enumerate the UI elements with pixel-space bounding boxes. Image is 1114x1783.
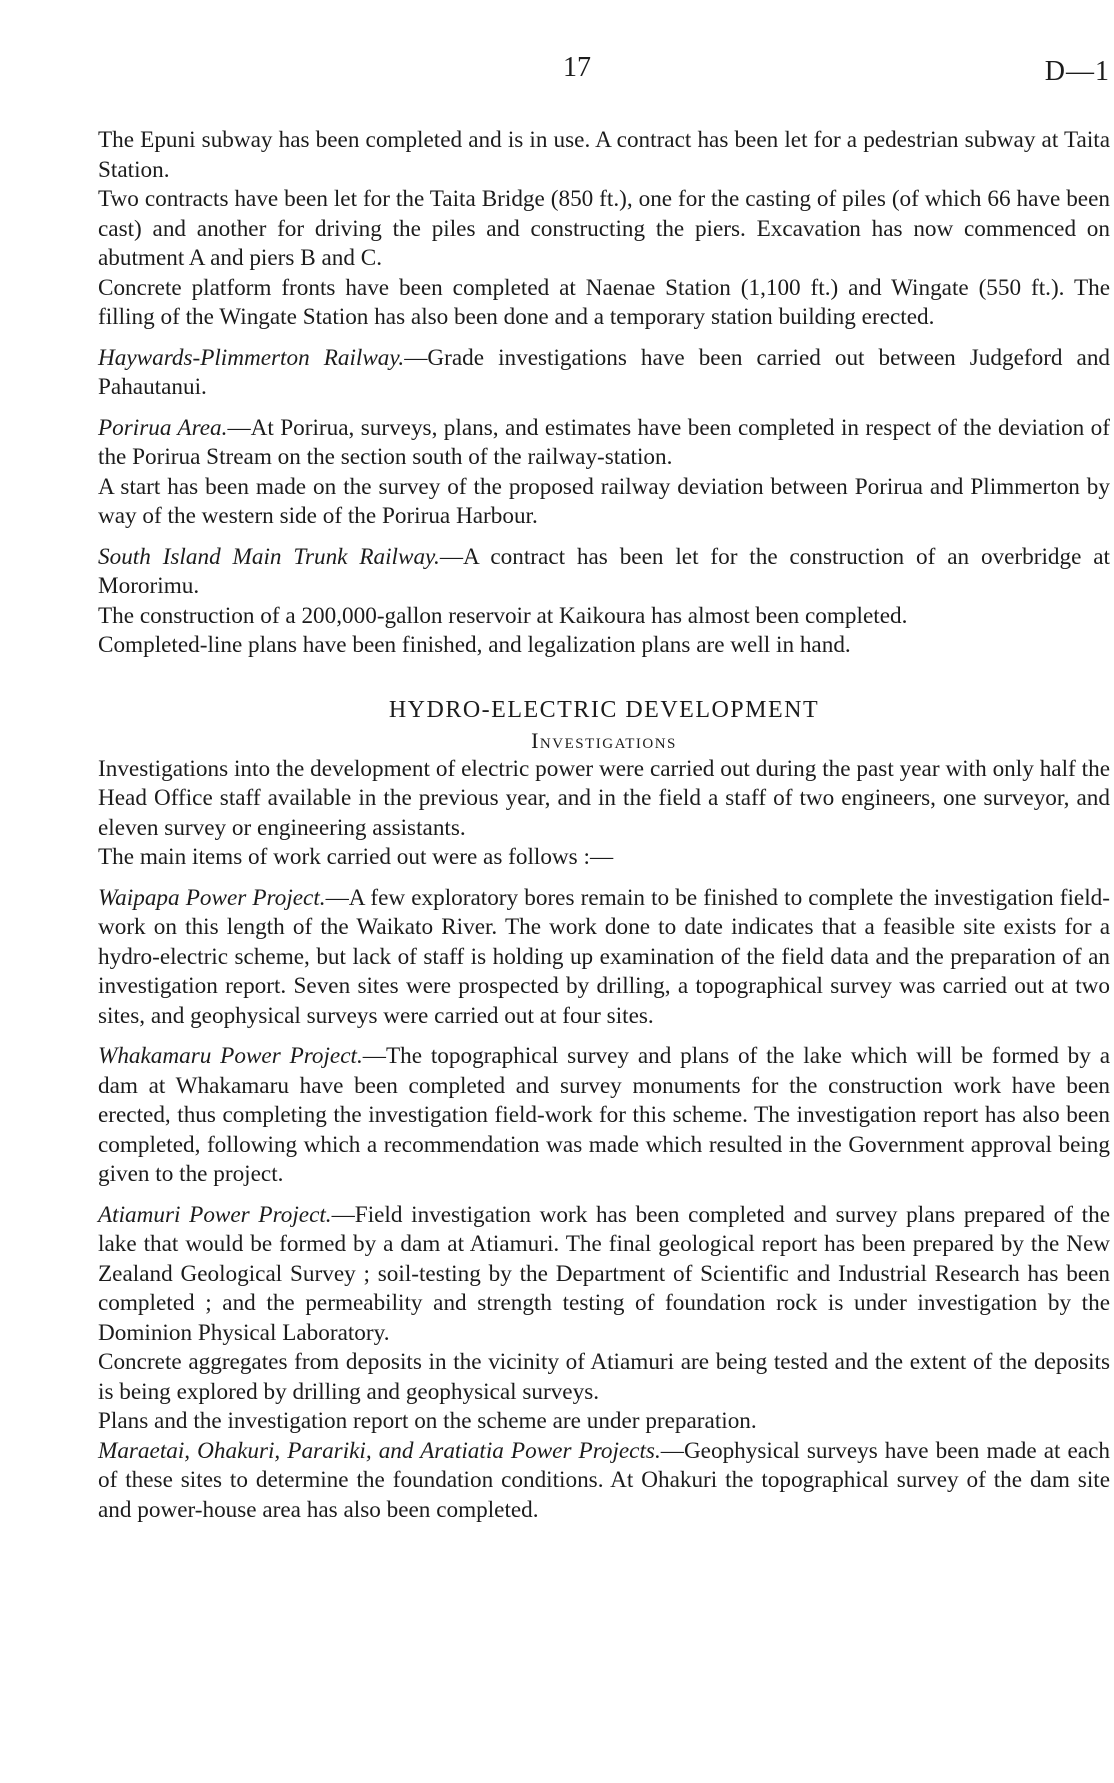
- paragraph-text: —The topographical survey and plans of the lake which will be formed by a dam at Whakamaru have been completed and survey monuments for the construction work have been erected, thus completing the investigation field-work for this scheme. The investigation report has also been completed, following which a recommendation was made which resulted in the Government approval being given to the project.: [98, 1043, 1110, 1187]
- paragraph-text: —A contract has been let for the construction of an overbridge at Mororimu.: [98, 543, 1110, 599]
- paragraph-main-items: [98, 843, 1110, 873]
- paragraph-lead: Porirua Area.: [98, 414, 228, 441]
- paragraph-text: Concrete aggregates from deposits in the vicinity of Atiamuri are being tested and the extent of the deposits is being explored by drilling and geophysical surveys.: [98, 1349, 1110, 1405]
- paragraph-lead: Waipapa Power Project.: [98, 884, 326, 911]
- paragraph-text: —Field investigation work has been completed and survey plans prepared of the lake that would be formed by a dam at Atiamuri. The final geological report has been prepared by the New Zealand Geological Survey ; soil-testing by the Department of Scientific and Industrial Research has been completed ; and the permeability and strength testing of foundation rock is under investigation by the Dominion Physical Laboratory.: [98, 1201, 1110, 1346]
- paragraph-epuni-subway: [98, 126, 1110, 185]
- paragraph-text: Concrete platform fronts have been completed at Naenae Station (1,100 ft.) and Wingate (550 ft.). The filling of the Wingate Station has also been done and a temporary station building erected.: [98, 274, 1110, 330]
- paragraph-text: —Grade investigations have been carried out between Judgeford and Pahautanui.: [98, 344, 1111, 400]
- paragraph-text: A start has been made on the survey of the proposed railway deviation between Porirua and Plimmerton by way of the western side of the Porirua Harbour.: [98, 473, 1110, 529]
- paragraph-porirua-deviation: [98, 473, 1110, 532]
- paragraph-completed-line-plans: [98, 631, 1110, 661]
- paragraph-maraetai-ohakuri: [98, 1437, 1110, 1526]
- paragraph-kaikoura-reservoir: [98, 602, 1110, 632]
- paragraph-text: Investigations into the development of electric power were carried out during the past year with only half the Head Office staff available in the previous year, and in the field a staff of two engineers, one surveyor, and eleven survey or engineering assistants.: [98, 755, 1110, 841]
- paragraph-porirua-area: [98, 414, 1110, 473]
- paragraph-text: The main items of work carried out were as follows :—: [98, 844, 614, 870]
- page-header: [98, 52, 1110, 92]
- paragraph-lead: Atiamuri Power Project.: [98, 1201, 332, 1228]
- paragraph-plans-report: [98, 1407, 1110, 1437]
- paragraph-text: Two contracts have been let for the Taita Bridge (850 ft.), one for the casting of piles (of which 66 have been cast) and another for driving the piles and constructing the piers. Excavation has now commenced on abutment A and piers B and C.: [98, 186, 1110, 271]
- paragraph-waipapa: [98, 884, 1110, 1032]
- paragraph-haywards-plimmerton: [98, 344, 1110, 403]
- paragraph-text: Plans and the investigation report on the scheme are under preparation.: [98, 1408, 757, 1434]
- paragraph-investigations-intro: [98, 755, 1110, 844]
- paragraph-lead: Whakamaru Power Project.: [98, 1043, 363, 1069]
- paragraph-concrete-aggregates: [98, 1348, 1110, 1407]
- paragraph-south-island-main-trunk: [98, 543, 1110, 602]
- paragraph-lead: Maraetai, Ohakuri, Parariki, and Aratiatia Power Projects.: [98, 1437, 661, 1464]
- paragraph-text: —A few exploratory bores remain to be finished to complete the investigation field-work on this length of the Waikato River. The work done to date indicates that a feasible site exists for a hydro-electric scheme, but lack of staff is holding up examination of the field data and the preparation of an investigation report. Seven sites were prospected by drilling, a topographical survey was carried out at two sites, and geophysical surveys were carried out at four sites.: [98, 884, 1110, 1029]
- paragraph-text: The Epuni subway has been completed and is in use. A contract has been let for a pedestrian subway at Taita Station.: [98, 127, 1110, 183]
- paragraph-lead: Haywards-Plimmerton Railway.: [98, 344, 405, 371]
- paragraph-lead: South Island Main Trunk Railway.: [98, 543, 440, 570]
- document-reference: D—1: [1044, 56, 1110, 87]
- page-number: 17: [563, 52, 591, 83]
- paragraph-whakamaru: [98, 1042, 1110, 1190]
- paragraph-text: The construction of a 200,000-gallon reservoir at Kaikoura has almost been completed.: [98, 602, 908, 629]
- section-heading: HYDRO-ELECTRIC DEVELOPMENT: [388, 696, 820, 723]
- section-subheading: Investigations: [531, 727, 677, 753]
- body-text: [98, 126, 1110, 1525]
- paragraph-text: —Geophysical surveys have been made at each of these sites to determine the foundation conditions. At Ohakuri the topographical survey of the dam site and power-house area has also been completed.: [98, 1437, 1110, 1523]
- paragraph-taita-bridge: [98, 185, 1110, 274]
- paragraph-platform-fronts: [98, 274, 1110, 333]
- paragraph-text: Completed-line plans have been finished, and legalization plans are well in hand.: [98, 632, 851, 658]
- paragraph-atiamuri: [98, 1201, 1110, 1349]
- paragraph-text: —At Porirua, surveys, plans, and estimates have been completed in respect of the deviation of the Porirua Stream on the section south of the railway-station.: [98, 414, 1110, 470]
